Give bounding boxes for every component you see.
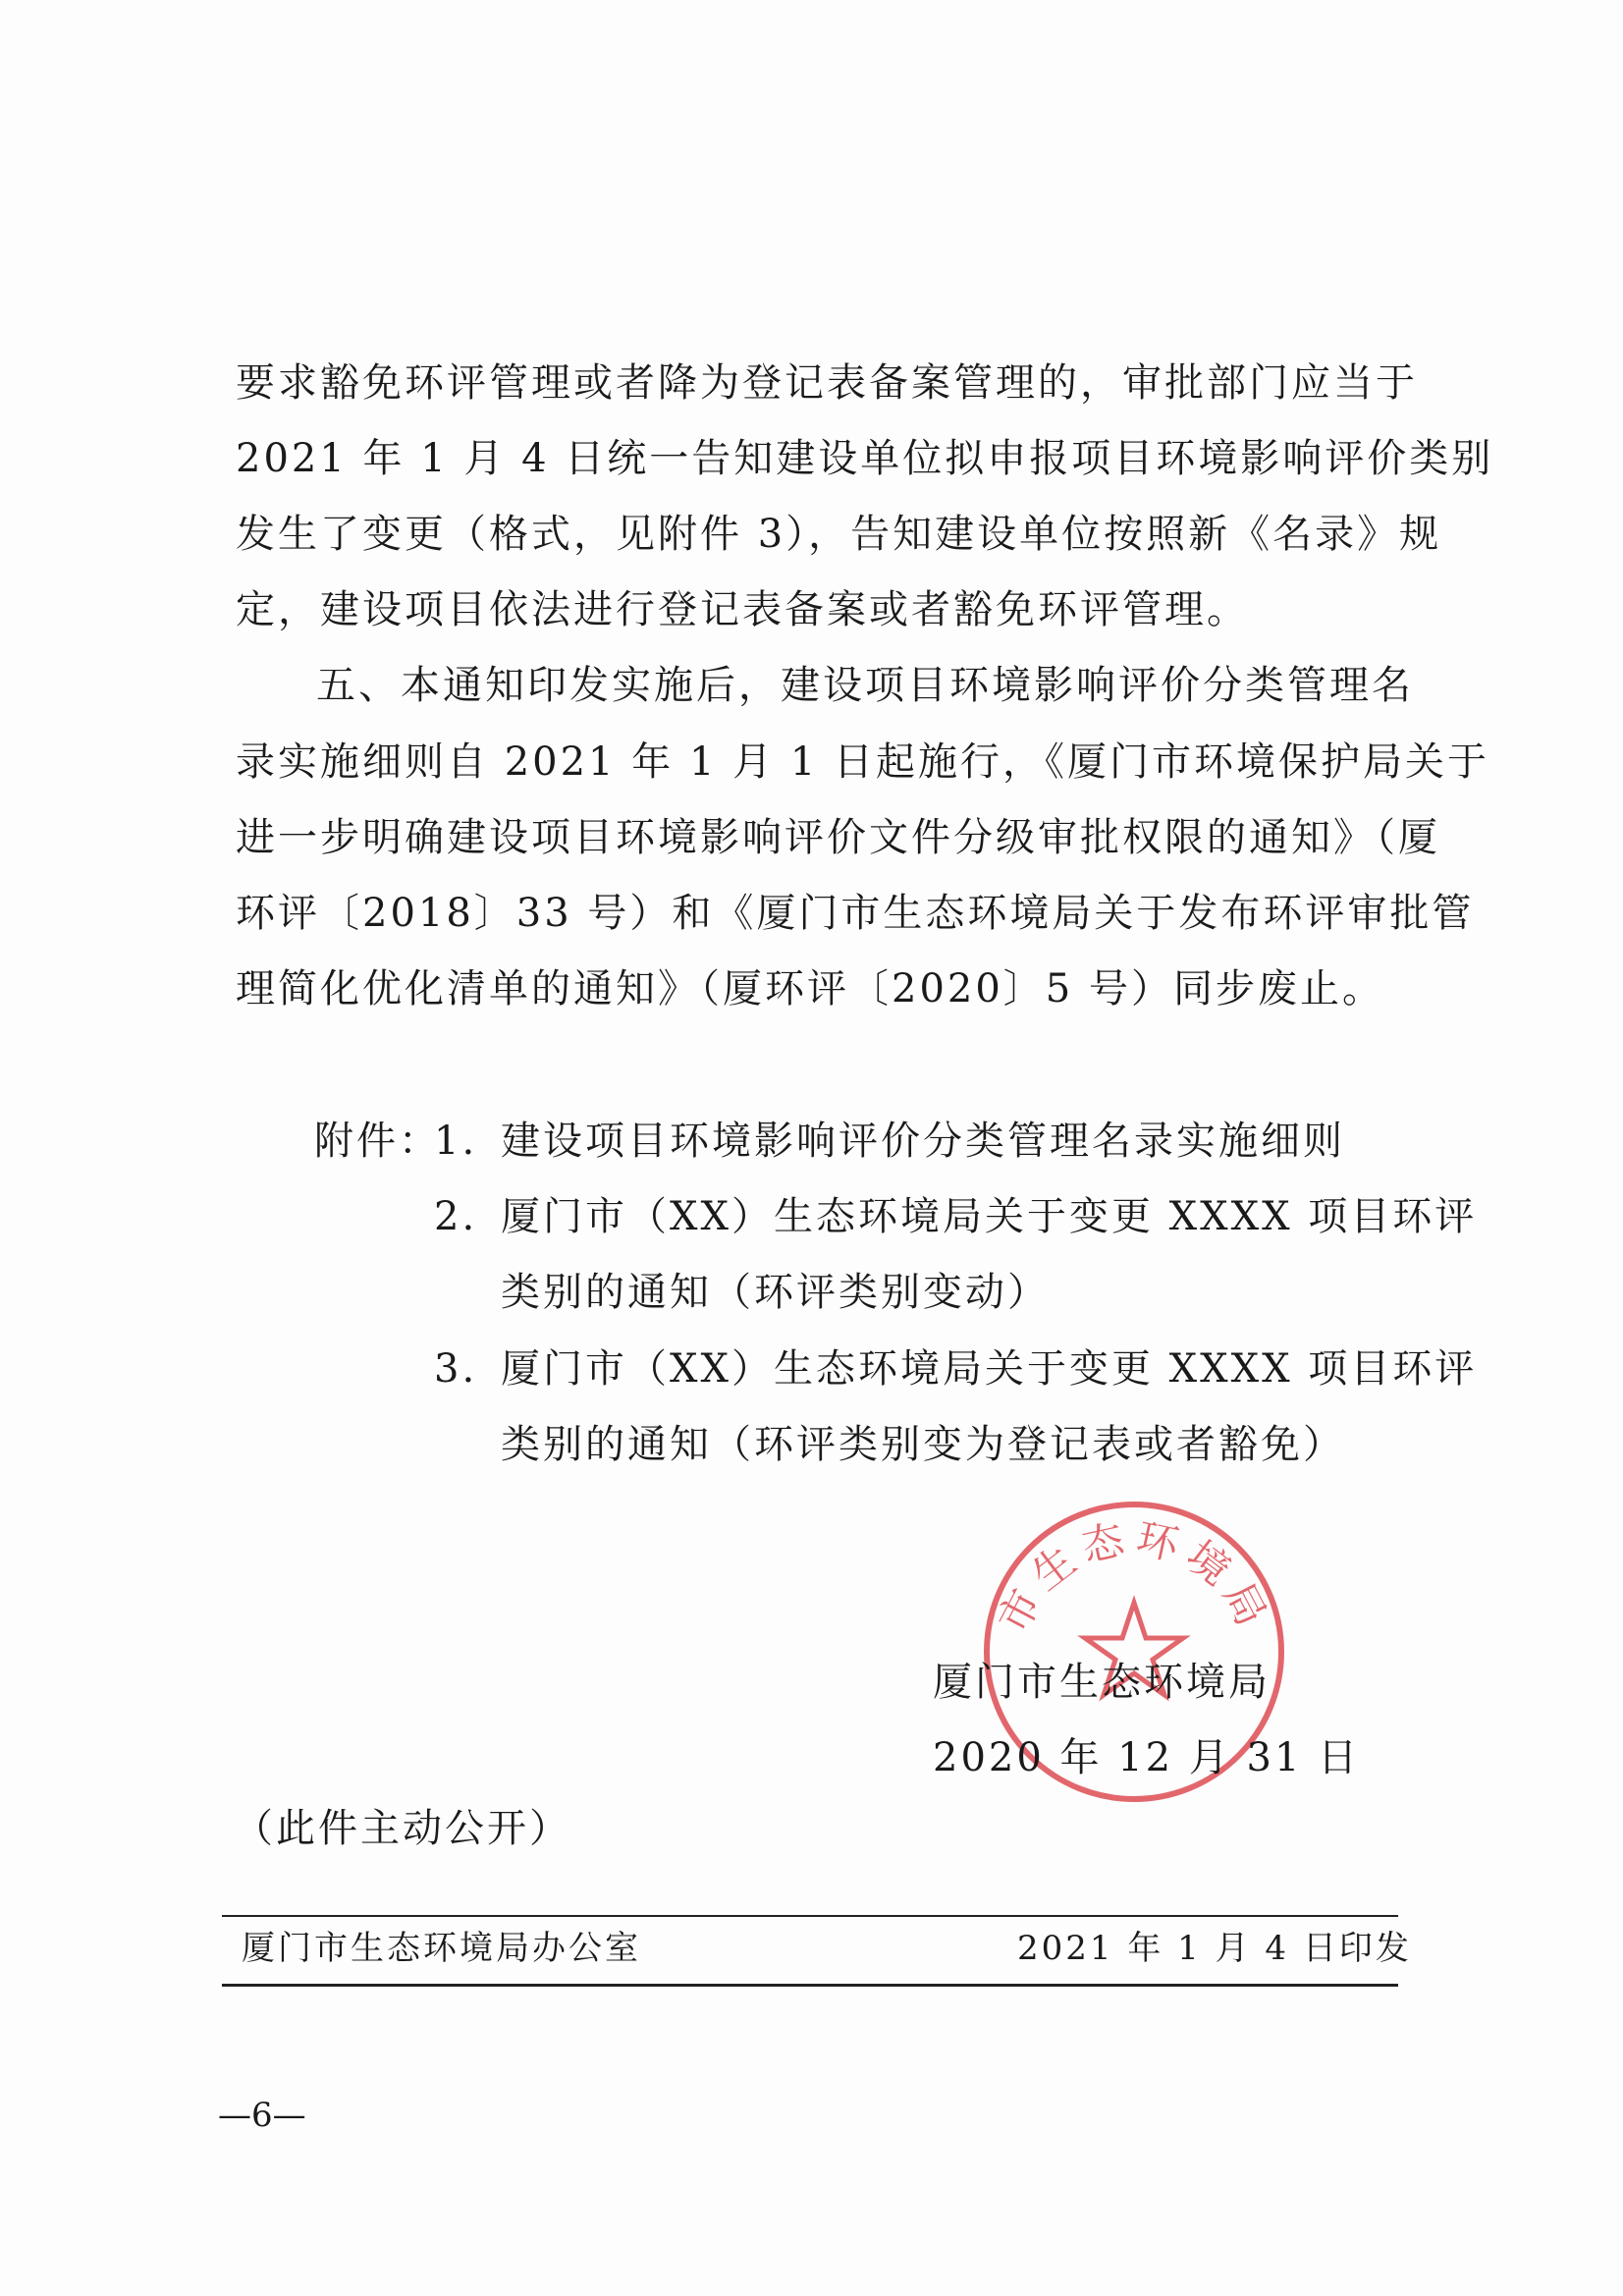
footer-bottom-rule: [222, 1984, 1398, 1987]
footer-top-rule: [222, 1915, 1398, 1917]
body-line: 2021 年 1 月 4 日统一告知建设单位拟申报项目环境影响评价类别: [236, 436, 1494, 481]
attachment-number: 3.: [434, 1346, 478, 1392]
body-line: 发生了变更（格式，见附件 3），告知建设单位按照新《名录》规: [236, 512, 1442, 557]
body-line: 定，建设项目依法进行登记表备案或者豁免环评管理。: [236, 587, 1249, 632]
body-line: 理简化优化清单的通知》（厦环评〔2020〕5 号）同步废止。: [236, 966, 1384, 1011]
body-line: 环评〔2018〕33 号）和《厦门市生态环境局关于发布环评审批管: [236, 891, 1475, 936]
footer-print-date: 2021 年 1 月 4 日印发: [1017, 1929, 1412, 1968]
attachment-number: 2.: [434, 1194, 478, 1239]
attachment-title: 厦门市（XX）生态环境局关于变更 XXXX 项目环评: [501, 1194, 1478, 1239]
attachment-title: 类别的通知（环评类别变动）: [501, 1270, 1050, 1315]
disclosure-note: （此件主动公开）: [234, 1806, 571, 1851]
footer-issuer: 厦门市生态环境局办公室: [242, 1929, 641, 1968]
attachment-number: 1.: [434, 1119, 478, 1164]
body-line: 录实施细则自 2021 年 1 月 1 日起施行，《厦门市环境保护局关于: [236, 739, 1489, 785]
body-line: 五、本通知印发实施后，建设项目环境影响评价分类管理名: [316, 663, 1414, 708]
attachment-title: 厦门市（XX）生态环境局关于变更 XXXX 项目环评: [501, 1346, 1478, 1392]
attachments-label: 附件：: [314, 1119, 441, 1164]
body-line: 要求豁免环评管理或者降为登记表备案管理的，审批部门应当于: [236, 360, 1418, 406]
issuing-organization: 厦门市生态环境局: [933, 1660, 1271, 1705]
issue-date: 2020 年 12 月 31 日: [933, 1735, 1361, 1780]
attachment-title: 建设项目环境影响评价分类管理名录实施细则: [501, 1119, 1345, 1164]
svg-text:市生态环境局: 市生态环境局: [988, 1513, 1280, 1641]
page-number: —6—: [218, 2096, 306, 2135]
body-line: 进一步明确建设项目环境影响评价文件分级审批权限的通知》（厦: [236, 815, 1440, 860]
attachment-title: 类别的通知（环评类别变为登记表或者豁免）: [501, 1422, 1345, 1467]
